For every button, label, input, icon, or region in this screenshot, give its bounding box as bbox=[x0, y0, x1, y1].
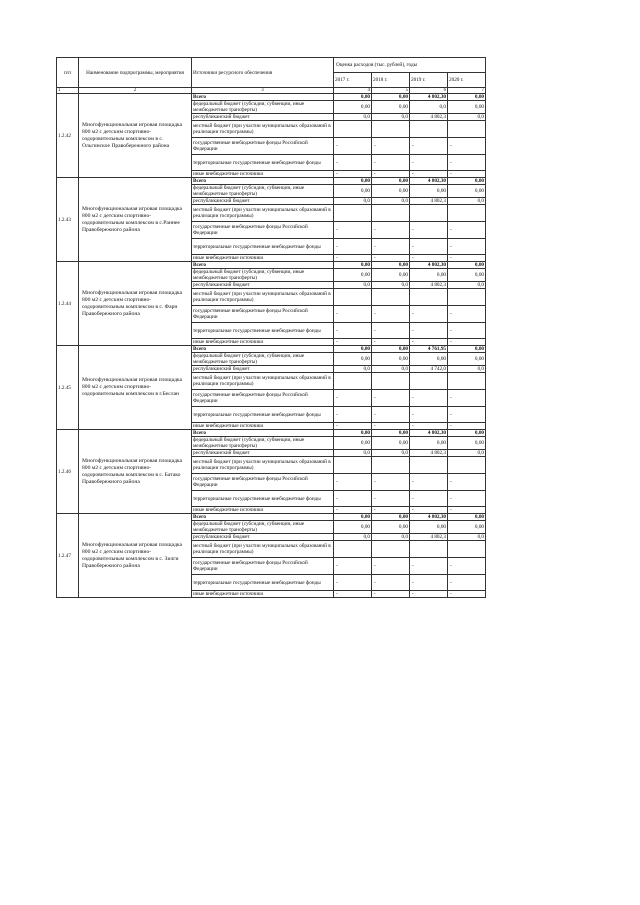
value-cell: - bbox=[334, 575, 372, 591]
value-cell: 0,00 bbox=[448, 514, 486, 521]
value-cell: - bbox=[448, 138, 486, 155]
value-cell: - bbox=[410, 171, 448, 178]
value-cell: - bbox=[448, 575, 486, 591]
value-cell: - bbox=[334, 306, 372, 323]
value-cell bbox=[372, 457, 410, 474]
source-label: иные внебюджетные источники bbox=[192, 339, 334, 346]
value-cell bbox=[372, 205, 410, 222]
value-cell: 0,0 bbox=[372, 450, 410, 457]
value-cell: 4 802,3 bbox=[410, 534, 448, 541]
index-cell: 1 bbox=[57, 88, 79, 94]
source-label: иные внебюджетные источники bbox=[192, 507, 334, 514]
source-label: государственные внебюджетные фонды Российской Федерации bbox=[192, 558, 334, 575]
value-cell: - bbox=[334, 171, 372, 178]
value-cell: 4 802,30 bbox=[410, 514, 448, 521]
value-cell: 0,0 bbox=[334, 198, 372, 205]
value-cell: - bbox=[448, 491, 486, 507]
value-cell bbox=[334, 121, 372, 138]
value-cell: - bbox=[410, 407, 448, 423]
source-label: местный бюджет (при участии муниципальных образований в реализации госпрограммы) bbox=[192, 121, 334, 138]
value-cell: 0,00 bbox=[334, 437, 372, 450]
value-cell: 0,00 bbox=[448, 437, 486, 450]
value-cell: - bbox=[448, 591, 486, 598]
source-label: Всего bbox=[192, 262, 334, 269]
value-cell: - bbox=[410, 390, 448, 407]
item-number: 1.2.47 bbox=[57, 514, 79, 598]
source-label: местный бюджет (при участии муниципальных образований в реализации госпрограммы) bbox=[192, 373, 334, 390]
value-cell: - bbox=[448, 423, 486, 430]
value-cell: 0,0 bbox=[334, 450, 372, 457]
source-label: иные внебюджетные источники bbox=[192, 255, 334, 262]
value-cell: 0,0 bbox=[372, 114, 410, 121]
value-cell: - bbox=[448, 306, 486, 323]
index-cell: 3 bbox=[192, 88, 334, 94]
source-label: Всего bbox=[192, 178, 334, 185]
source-label: федеральный бюджет (субсидии, субвенции, иные межбюджетные трансферты) bbox=[192, 185, 334, 198]
value-cell: - bbox=[334, 390, 372, 407]
value-cell: - bbox=[448, 507, 486, 514]
index-cell: 7 bbox=[448, 88, 486, 94]
value-cell: 4 802,3 bbox=[410, 114, 448, 121]
value-cell: - bbox=[372, 171, 410, 178]
value-cell: - bbox=[410, 306, 448, 323]
value-cell: - bbox=[334, 491, 372, 507]
value-cell: - bbox=[372, 306, 410, 323]
header-name: Наименование подпрограммы, мероприятия bbox=[79, 58, 192, 88]
table-row bbox=[57, 262, 486, 269]
value-cell: - bbox=[372, 575, 410, 591]
item-name: Многофункциональная игровая площадка 800 м2 с детским спортивно-оздоровительным комплексом в с. Зилги Правобережного района bbox=[79, 514, 192, 598]
value-cell: - bbox=[448, 222, 486, 239]
source-label: местный бюджет (при участии муниципальных образований в реализации госпрограммы) bbox=[192, 205, 334, 222]
value-cell: 0,00 bbox=[410, 521, 448, 534]
value-cell: - bbox=[410, 558, 448, 575]
item-number: 1.2.45 bbox=[57, 346, 79, 430]
value-cell bbox=[448, 205, 486, 222]
item-name: Многофункциональная игровая площадка 800 м2 с детским спортивно-оздоровительным комплексом в с. Фарн Правобережного района bbox=[79, 262, 192, 346]
source-label: территориальные государственные внебюджетные фонды bbox=[192, 155, 334, 171]
value-cell: 0,0 bbox=[448, 534, 486, 541]
value-cell: 0,00 bbox=[372, 514, 410, 521]
value-cell: - bbox=[372, 591, 410, 598]
table-body bbox=[57, 94, 486, 598]
value-cell: 0,00 bbox=[334, 353, 372, 366]
value-cell: - bbox=[410, 339, 448, 346]
value-cell: 0,0 bbox=[334, 534, 372, 541]
value-cell: 0,00 bbox=[410, 353, 448, 366]
source-label: республиканский бюджет bbox=[192, 534, 334, 541]
value-cell: 0,0 bbox=[448, 450, 486, 457]
value-cell: 0,0 bbox=[410, 101, 448, 114]
value-cell: 0,0 bbox=[372, 198, 410, 205]
value-cell: 0,00 bbox=[448, 346, 486, 353]
value-cell: 0,00 bbox=[334, 514, 372, 521]
table-row bbox=[57, 94, 486, 101]
value-cell: - bbox=[334, 255, 372, 262]
value-cell: - bbox=[410, 491, 448, 507]
header-estimate: Оценка расходов (тыс. рублей), годы bbox=[334, 58, 486, 73]
source-label: республиканский бюджет bbox=[192, 114, 334, 121]
source-label: территориальные государственные внебюджетные фонды bbox=[192, 491, 334, 507]
value-cell: 0,0 bbox=[448, 198, 486, 205]
index-cell: 6 bbox=[410, 88, 448, 94]
source-label: федеральный бюджет (субсидии, субвенции, иные межбюджетные трансферты) bbox=[192, 521, 334, 534]
value-cell: - bbox=[410, 474, 448, 491]
source-label: республиканский бюджет bbox=[192, 450, 334, 457]
source-label: территориальные государственные внебюджетные фонды bbox=[192, 323, 334, 339]
header-num: п/п bbox=[57, 58, 79, 88]
item-number: 1.2.44 bbox=[57, 262, 79, 346]
value-cell: - bbox=[448, 323, 486, 339]
value-cell: 0,00 bbox=[410, 269, 448, 282]
value-cell: - bbox=[448, 171, 486, 178]
value-cell bbox=[448, 289, 486, 306]
value-cell: 4 802,30 bbox=[410, 262, 448, 269]
source-label: территориальные государственные внебюджетные фонды bbox=[192, 239, 334, 255]
value-cell bbox=[372, 121, 410, 138]
value-cell: 0,0 bbox=[334, 282, 372, 289]
index-cell: 2 bbox=[79, 88, 192, 94]
source-label: государственные внебюджетные фонды Российской Федерации bbox=[192, 474, 334, 491]
value-cell: 0,0 bbox=[334, 114, 372, 121]
value-cell: 4 802,3 bbox=[410, 282, 448, 289]
source-label: иные внебюджетные источники bbox=[192, 423, 334, 430]
budget-document bbox=[56, 57, 486, 598]
value-cell: - bbox=[334, 222, 372, 239]
value-cell: - bbox=[448, 155, 486, 171]
source-label: Всего bbox=[192, 94, 334, 101]
value-cell: - bbox=[372, 491, 410, 507]
value-cell bbox=[410, 457, 448, 474]
value-cell: 0,00 bbox=[372, 269, 410, 282]
value-cell: 4 802,30 bbox=[410, 94, 448, 101]
value-cell: - bbox=[410, 323, 448, 339]
value-cell: 0,00 bbox=[372, 430, 410, 437]
value-cell: - bbox=[372, 155, 410, 171]
value-cell bbox=[334, 205, 372, 222]
source-label: государственные внебюджетные фонды Российской Федерации bbox=[192, 306, 334, 323]
value-cell: - bbox=[334, 138, 372, 155]
value-cell: - bbox=[372, 390, 410, 407]
value-cell bbox=[410, 121, 448, 138]
value-cell: 0,00 bbox=[334, 185, 372, 198]
table-row bbox=[57, 346, 486, 353]
value-cell: - bbox=[448, 474, 486, 491]
value-cell: 0,00 bbox=[334, 521, 372, 534]
value-cell bbox=[448, 121, 486, 138]
value-cell: - bbox=[410, 222, 448, 239]
source-label: Всего bbox=[192, 514, 334, 521]
header-source: Источники ресурсного обеспечения bbox=[192, 58, 334, 88]
index-cell: 5 bbox=[372, 88, 410, 94]
value-cell: 0,00 bbox=[448, 430, 486, 437]
value-cell: - bbox=[410, 507, 448, 514]
item-name: Многофункциональная игровая площадка 800 м2 с детским спортивно-оздоровительным комплексом в с. Ольгинское Правобережного района bbox=[79, 94, 192, 178]
source-label: местный бюджет (при участии муниципальных образований в реализации госпрограммы) bbox=[192, 541, 334, 558]
value-cell: 0,00 bbox=[334, 262, 372, 269]
header-row bbox=[57, 58, 486, 73]
value-cell: 0,00 bbox=[372, 437, 410, 450]
value-cell: - bbox=[448, 255, 486, 262]
value-cell: - bbox=[448, 558, 486, 575]
index-cell: 4 bbox=[334, 88, 372, 94]
value-cell: - bbox=[334, 339, 372, 346]
value-cell bbox=[448, 373, 486, 390]
source-label: государственные внебюджетные фонды Российской Федерации bbox=[192, 390, 334, 407]
value-cell: 0,00 bbox=[448, 353, 486, 366]
value-cell: 0,00 bbox=[448, 521, 486, 534]
header-year-2017: 2017 г. bbox=[334, 73, 372, 88]
budget-table bbox=[56, 57, 486, 598]
source-label: республиканский бюджет bbox=[192, 198, 334, 205]
source-label: республиканский бюджет bbox=[192, 366, 334, 373]
value-cell: - bbox=[372, 339, 410, 346]
value-cell: 0,00 bbox=[372, 178, 410, 185]
value-cell: - bbox=[334, 474, 372, 491]
source-label: государственные внебюджетные фонды Российской Федерации bbox=[192, 138, 334, 155]
value-cell: 0,00 bbox=[334, 430, 372, 437]
item-name: Многофункциональная игровая площадка 800 м2 с детским спортивно-оздоровительным комплексом в г.Беслан bbox=[79, 346, 192, 430]
value-cell: - bbox=[448, 407, 486, 423]
value-cell: - bbox=[372, 323, 410, 339]
value-cell: - bbox=[334, 507, 372, 514]
value-cell: - bbox=[410, 138, 448, 155]
value-cell: 0,0 bbox=[372, 534, 410, 541]
item-number: 1.2.43 bbox=[57, 178, 79, 262]
value-cell bbox=[410, 289, 448, 306]
value-cell: - bbox=[334, 591, 372, 598]
value-cell: 4 802,30 bbox=[410, 430, 448, 437]
header-year-2018: 2018 г. bbox=[372, 73, 410, 88]
value-cell: - bbox=[410, 575, 448, 591]
value-cell: 0,00 bbox=[372, 101, 410, 114]
value-cell bbox=[448, 541, 486, 558]
value-cell: - bbox=[334, 423, 372, 430]
value-cell: - bbox=[372, 507, 410, 514]
source-label: иные внебюджетные источники bbox=[192, 591, 334, 598]
value-cell: - bbox=[410, 591, 448, 598]
value-cell: - bbox=[448, 390, 486, 407]
value-cell: 0,00 bbox=[334, 269, 372, 282]
value-cell bbox=[372, 289, 410, 306]
value-cell: - bbox=[334, 558, 372, 575]
value-cell: - bbox=[334, 155, 372, 171]
value-cell: 0,0 bbox=[448, 366, 486, 373]
source-label: республиканский бюджет bbox=[192, 282, 334, 289]
value-cell bbox=[410, 541, 448, 558]
value-cell: 4 742,0 bbox=[410, 366, 448, 373]
value-cell bbox=[334, 373, 372, 390]
value-cell: 0,00 bbox=[372, 521, 410, 534]
source-label: иные внебюджетные источники bbox=[192, 171, 334, 178]
value-cell: 0,00 bbox=[334, 101, 372, 114]
source-label: территориальные государственные внебюджетные фонды bbox=[192, 407, 334, 423]
value-cell: 0,00 bbox=[334, 94, 372, 101]
value-cell: 0,00 bbox=[334, 178, 372, 185]
value-cell: - bbox=[372, 138, 410, 155]
item-name: Многофункциональная игровая площадка 800 м2 с детским спортивно-оздоровительным комплексом в с.Раннее Правобережного района bbox=[79, 178, 192, 262]
source-label: федеральный бюджет (субсидии, субвенции, иные межбюджетные трансферты) bbox=[192, 269, 334, 282]
value-cell: 4 802,30 bbox=[410, 178, 448, 185]
value-cell: 0,00 bbox=[448, 185, 486, 198]
value-cell: - bbox=[334, 323, 372, 339]
value-cell: 4 761,95 bbox=[410, 346, 448, 353]
value-cell bbox=[334, 457, 372, 474]
source-label: федеральный бюджет (субсидии, субвенции, иные межбюджетные трансферты) bbox=[192, 101, 334, 114]
header-year-2019: 2019 г. bbox=[410, 73, 448, 88]
value-cell: - bbox=[372, 558, 410, 575]
value-cell: - bbox=[372, 222, 410, 239]
value-cell: - bbox=[334, 407, 372, 423]
item-number: 1.2.42 bbox=[57, 94, 79, 178]
value-cell: 0,00 bbox=[372, 353, 410, 366]
value-cell bbox=[372, 541, 410, 558]
value-cell: 0,00 bbox=[448, 269, 486, 282]
value-cell: - bbox=[334, 239, 372, 255]
value-cell: 0,00 bbox=[372, 346, 410, 353]
source-label: государственные внебюджетные фонды Российской Федерации bbox=[192, 222, 334, 239]
header-year-2020: 2020 г. bbox=[448, 73, 486, 88]
value-cell: 4 802,3 bbox=[410, 198, 448, 205]
value-cell bbox=[334, 289, 372, 306]
value-cell: 0,00 bbox=[372, 262, 410, 269]
value-cell bbox=[334, 541, 372, 558]
source-label: территориальные государственные внебюджетные фонды bbox=[192, 575, 334, 591]
value-cell: 4 802,3 bbox=[410, 450, 448, 457]
table-row bbox=[57, 178, 486, 185]
value-cell: 0,00 bbox=[410, 185, 448, 198]
value-cell: 0,0 bbox=[448, 282, 486, 289]
value-cell: - bbox=[410, 155, 448, 171]
value-cell: 0,00 bbox=[334, 346, 372, 353]
value-cell bbox=[410, 373, 448, 390]
value-cell bbox=[372, 373, 410, 390]
source-label: местный бюджет (при участии муниципальных образований в реализации госпрограммы) bbox=[192, 289, 334, 306]
value-cell: - bbox=[372, 423, 410, 430]
value-cell bbox=[448, 457, 486, 474]
value-cell: 0,0 bbox=[448, 114, 486, 121]
value-cell: - bbox=[410, 239, 448, 255]
source-label: Всего bbox=[192, 430, 334, 437]
value-cell: 0,0 bbox=[372, 282, 410, 289]
item-name: Многофункциональная игровая площадка 800 м2 с детским спортивно-оздоровительным комплексом в с. Батако Правобережного района bbox=[79, 430, 192, 514]
value-cell: - bbox=[372, 239, 410, 255]
value-cell: - bbox=[448, 339, 486, 346]
value-cell: - bbox=[448, 239, 486, 255]
value-cell: 0,0 bbox=[372, 366, 410, 373]
value-cell: 0,00 bbox=[448, 94, 486, 101]
source-label: местный бюджет (при участии муниципальных образований в реализации госпрограммы) bbox=[192, 457, 334, 474]
value-cell: 0,00 bbox=[372, 94, 410, 101]
source-label: федеральный бюджет (субсидии, субвенции, иные межбюджетные трансферты) bbox=[192, 353, 334, 366]
value-cell bbox=[410, 205, 448, 222]
table-row bbox=[57, 514, 486, 521]
item-number: 1.2.46 bbox=[57, 430, 79, 514]
value-cell: - bbox=[372, 407, 410, 423]
value-cell: 0,0 bbox=[334, 366, 372, 373]
value-cell: 0,00 bbox=[448, 178, 486, 185]
value-cell: - bbox=[410, 255, 448, 262]
value-cell: - bbox=[372, 255, 410, 262]
value-cell: 0,00 bbox=[448, 101, 486, 114]
value-cell: 0,00 bbox=[448, 262, 486, 269]
table-row bbox=[57, 430, 486, 437]
value-cell: - bbox=[410, 423, 448, 430]
source-label: Всего bbox=[192, 346, 334, 353]
source-label: федеральный бюджет (субсидии, субвенции, иные межбюджетные трансферты) bbox=[192, 437, 334, 450]
value-cell: 0,00 bbox=[410, 437, 448, 450]
value-cell: 0,00 bbox=[372, 185, 410, 198]
value-cell: - bbox=[372, 474, 410, 491]
